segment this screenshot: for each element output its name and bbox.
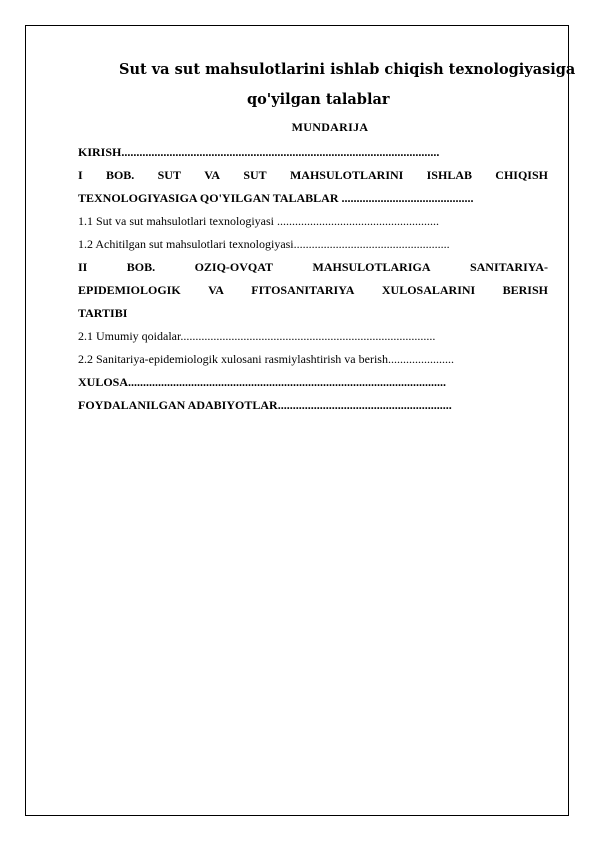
toc-word: BERISH (502, 283, 548, 297)
toc-word: VA (204, 168, 221, 182)
toc-section-2-2: 2.2 Sanitariya-epidemiologik xulosani rasmiylashtirish va berish...................... (78, 352, 454, 366)
toc-chapter2-line3: TARTIBI (78, 306, 128, 320)
document-title-line-1: Sut va sut mahsulotlarini ishlab chiqish texnologiyasiga (119, 61, 576, 78)
toc-references: FOYDALANILGAN ADABIYOTLAR.......................................................... (78, 398, 452, 412)
toc-section-2-1: 2.1 Umumiy qoidalar..................................................................................... (78, 329, 436, 343)
toc-word: MAHSULOTLARINI (289, 168, 404, 182)
toc-word: VA (208, 283, 224, 297)
toc-word: CHIQISH (495, 168, 548, 182)
toc-word: II (78, 260, 88, 274)
toc-section-1-1: 1.1 Sut va sut mahsulotlari texnologiyasi ...................................................... (78, 214, 439, 228)
toc-word: SANITARIYA- (469, 260, 548, 274)
toc-word: BOB. (105, 168, 135, 182)
toc-word: FITOSANITARIYA (251, 283, 355, 297)
toc-heading: MUNDARIJA (291, 120, 369, 134)
toc-conclusion: XULOSA.......................................................................................................... (78, 375, 447, 389)
toc-chapter1-line1 (78, 167, 548, 183)
toc-word: EPIDEMIOLOGIK (78, 283, 181, 297)
toc-word: MAHSULOTLARIGA (312, 260, 431, 274)
toc-word: I (78, 168, 83, 182)
toc-word: OZIQ-OVQAT (194, 260, 274, 274)
toc-word: SUT (243, 168, 267, 182)
toc-section-1-2: 1.2 Achitilgan sut mahsulotlari texnologiyasi.................................................... (78, 237, 450, 251)
toc-chapter2-line1 (78, 259, 548, 275)
toc-word: XULOSALARINI (381, 283, 476, 297)
toc-word: BOB. (126, 260, 156, 274)
toc-intro: KIRISH.......................................................................................................... (78, 145, 440, 159)
toc-word: SUT (157, 168, 181, 182)
toc-word: ISHLAB (426, 168, 472, 182)
toc-chapter2-line2 (78, 282, 548, 298)
document-title-line-2: qo'yilgan talablar (247, 91, 390, 108)
toc-chapter1-line2: TEXNOLOGIYASIGA QO'YILGAN TALABLAR ............................................ (78, 191, 474, 205)
